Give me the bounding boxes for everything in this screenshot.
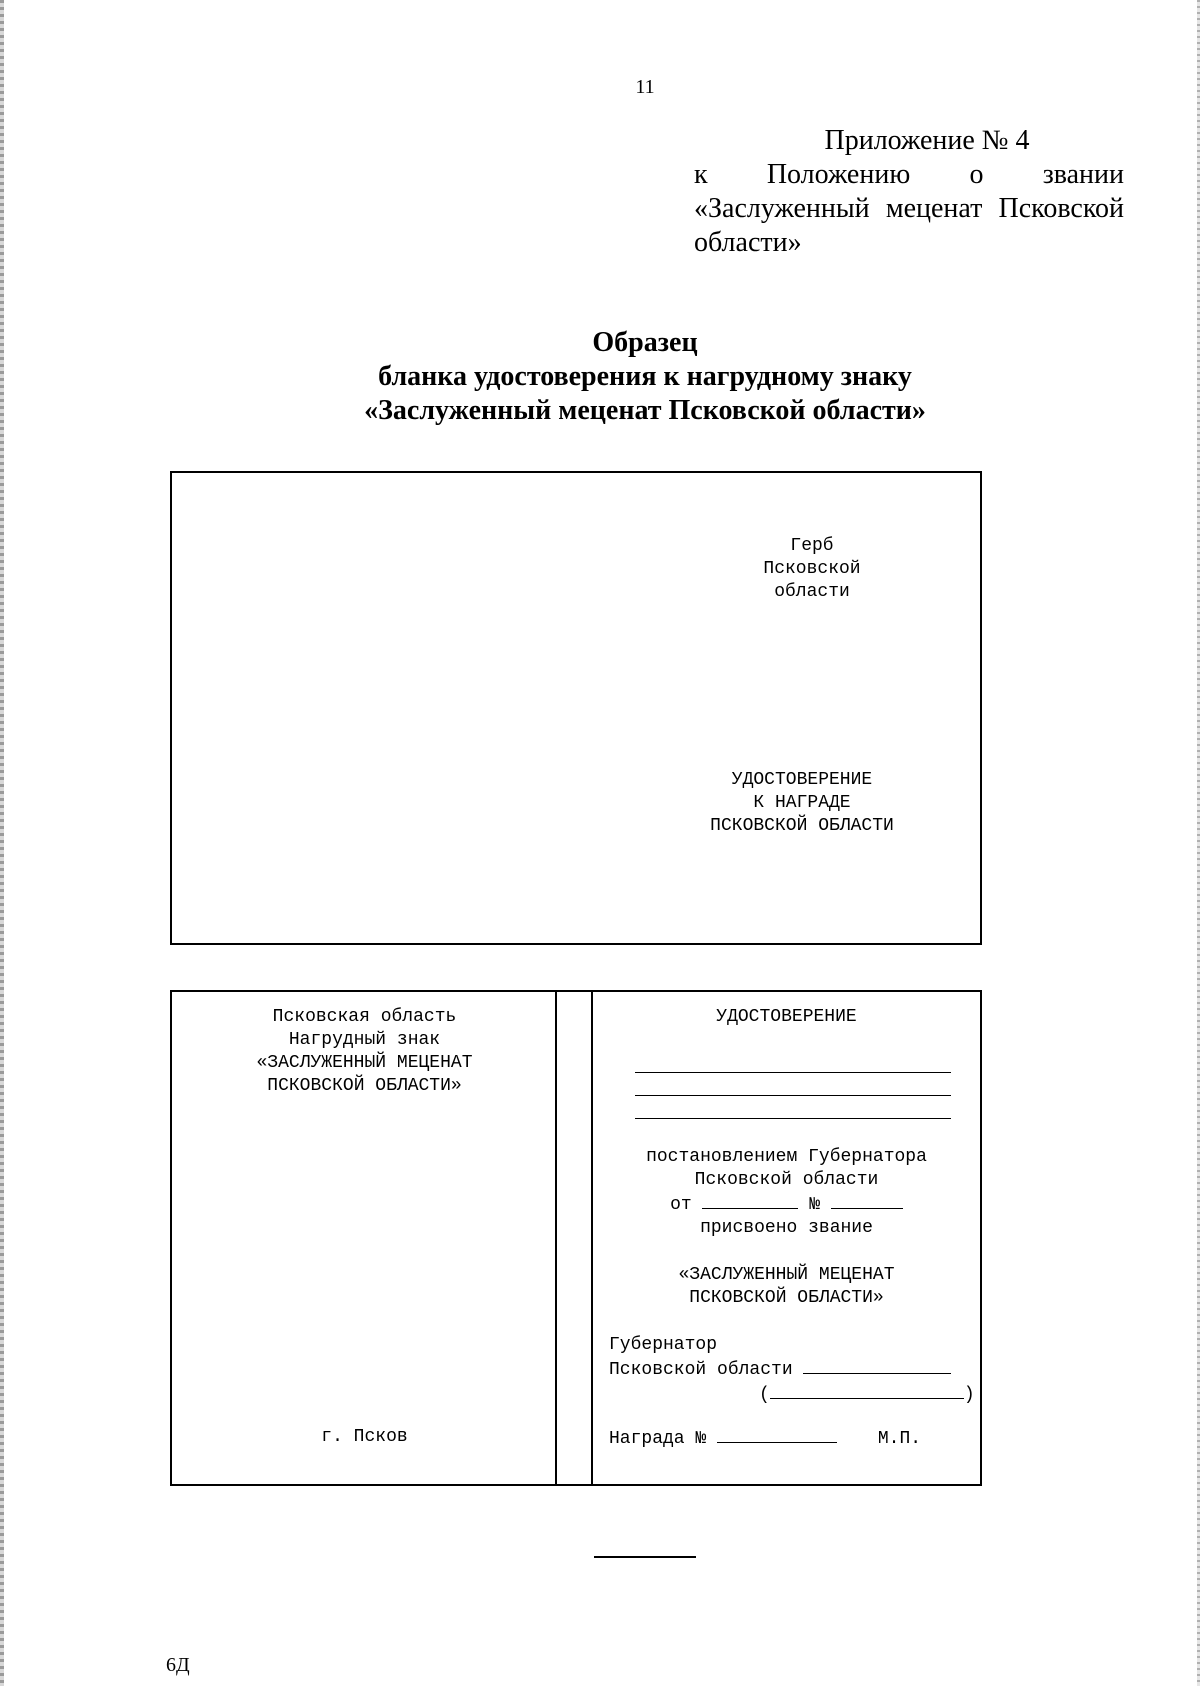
scan-edge-left xyxy=(0,0,4,1686)
cover-certificate-title xyxy=(652,769,952,838)
name-blank-line xyxy=(635,1072,951,1073)
coat-line: Псковской xyxy=(763,559,861,579)
appendix-word: к xyxy=(694,159,708,190)
name-blank-line xyxy=(635,1118,951,1119)
coat-of-arms-placeholder xyxy=(712,535,912,604)
stamp-label: М.П. xyxy=(877,1429,922,1449)
governor-region-label: Псковской области xyxy=(609,1360,793,1380)
award-number-blank xyxy=(717,1426,837,1443)
appendix-reference xyxy=(694,124,1124,260)
decree-line: Псковской области xyxy=(694,1170,879,1190)
from-label: от xyxy=(670,1195,692,1215)
appendix-number: Приложение № 4 xyxy=(824,125,1030,156)
decree-line: постановлением Губернатора xyxy=(646,1147,927,1167)
rank-title xyxy=(593,1264,980,1310)
appendix-line-4: области» xyxy=(694,227,802,258)
appendix-word: «Заслуженный xyxy=(694,193,870,224)
certificate-cover xyxy=(170,471,982,945)
governor-signature-row xyxy=(609,1357,979,1382)
appendix-line-3 xyxy=(694,192,1124,226)
spine-fold xyxy=(557,992,593,1484)
cover-title-line: ПСКОВСКОЙ ОБЛАСТИ xyxy=(710,816,894,836)
date-blank xyxy=(702,1192,798,1209)
decree-date-number xyxy=(593,1192,980,1217)
rank-line: ПСКОВСКОЙ ОБЛАСТИ» xyxy=(689,1288,884,1308)
assigned-label: присвоено звание xyxy=(700,1218,873,1238)
governor-name-blank xyxy=(770,1382,964,1399)
award-number-label: Награда № xyxy=(609,1429,707,1449)
title-line-3: «Заслуженный меценат Псковской области» xyxy=(364,395,926,426)
right-page-title: УДОСТОВЕРЕНИЕ xyxy=(716,1007,857,1027)
governor-label: Губернатор xyxy=(609,1335,718,1355)
title-line-2: бланка удостоверения к нагрудному знаку xyxy=(378,361,912,392)
page-number: 11 xyxy=(635,76,655,98)
number-sign: № xyxy=(809,1195,821,1215)
footer-code: 6Д xyxy=(166,1654,190,1676)
left-header-line: Нагрудный знак xyxy=(288,1030,441,1050)
document-title xyxy=(0,326,1200,428)
paren-close: ) xyxy=(963,1385,975,1405)
appendix-word: Положению xyxy=(766,159,911,190)
appendix-word: звании xyxy=(1042,159,1124,190)
appendix-line-2 xyxy=(694,158,1124,192)
decree-text xyxy=(593,1146,980,1240)
rank-line: «ЗАСЛУЖЕННЫЙ МЕЦЕНАТ xyxy=(678,1265,895,1285)
inner-right-page xyxy=(593,992,980,1484)
cover-title-line: УДОСТОВЕРЕНИЕ xyxy=(731,770,873,790)
inner-left-page xyxy=(172,992,557,1484)
city-label: г. Псков xyxy=(321,1427,408,1447)
governor-signature-block xyxy=(609,1334,979,1407)
name-blank-line xyxy=(635,1095,951,1096)
end-divider xyxy=(594,1556,696,1558)
certificate-inner-spread xyxy=(170,990,982,1486)
decree-number-blank xyxy=(831,1192,903,1209)
left-header-line: «ЗАСЛУЖЕННЫЙ МЕЦЕНАТ xyxy=(256,1053,473,1073)
left-header-line: ПСКОВСКОЙ ОБЛАСТИ» xyxy=(267,1076,462,1096)
appendix-word: о xyxy=(969,159,984,190)
cover-title-line: К НАГРАДЕ xyxy=(753,793,851,813)
signature-blank xyxy=(803,1357,951,1374)
left-page-header xyxy=(172,1006,557,1098)
governor-name-row xyxy=(609,1382,979,1407)
appendix-word: Псковской xyxy=(998,193,1124,224)
appendix-word: меценат xyxy=(885,193,983,224)
coat-line: области xyxy=(774,582,850,602)
left-header-line: Псковская область xyxy=(272,1007,457,1027)
coat-line: Герб xyxy=(790,536,834,556)
paren-open: ( xyxy=(759,1385,770,1405)
title-line-1: Образец xyxy=(592,327,698,358)
award-number-row xyxy=(609,1426,979,1451)
